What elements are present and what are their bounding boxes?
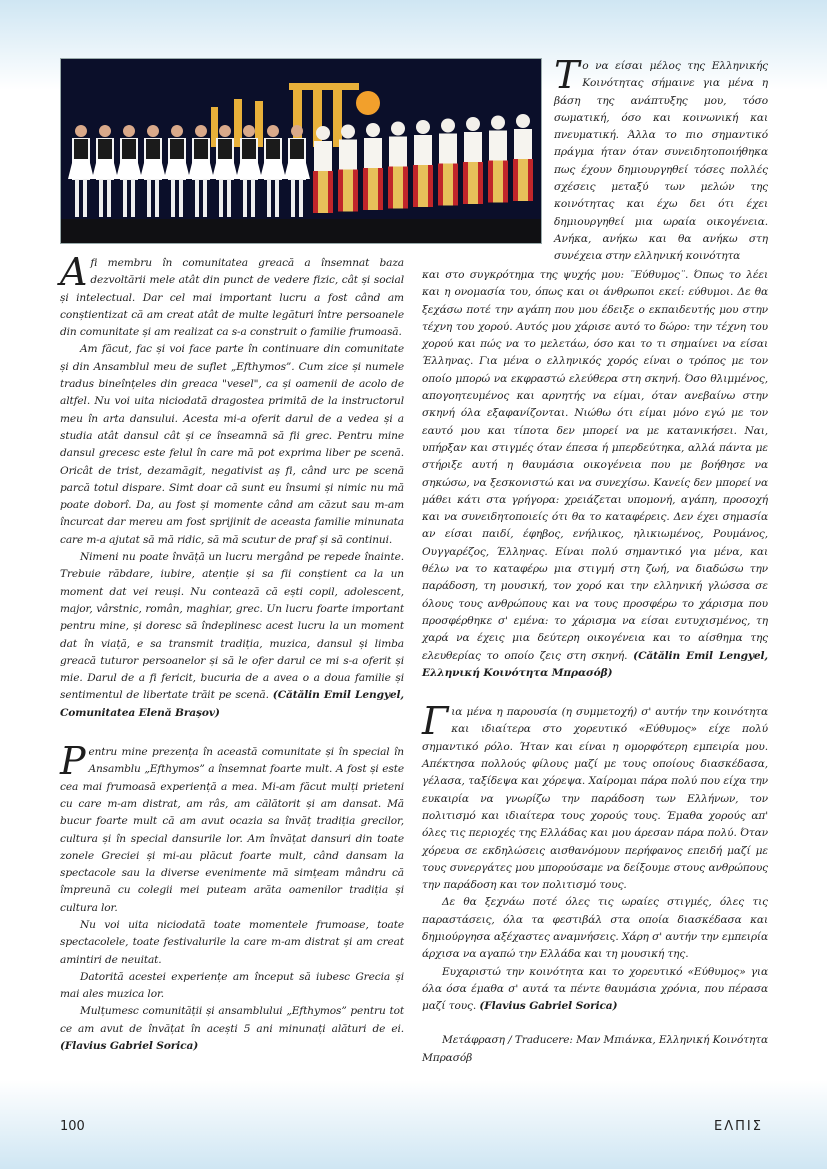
greek-paragraph-1-rest: [422, 267, 768, 682]
romanian-paragraph-1: [60, 250, 404, 341]
signature: (Flavius Gabriel Sorica): [479, 1000, 618, 1013]
romanian-paragraph-3-text: Nimeni nu poate învăță un lucru mergând pe repede înainte. Trebuie răbdare, iubire, atenție și sa fii conștient ca la un moment dat vei reuși. Nu contează că ești copil, adolescent, major, vârstnic, român, maghiar, grec. Un lucru foarte important pentru mine, și doresc să îndeplinesc acest lucru la un moment dat în viață, e sa transmit tradiția, muzica, dansul și limba greacă tuturor persoanelor și să le ofer darul ce mi s-a oferit și mie. Darul de a fi fericit, bucuria de a avea o a doua familie și sentimentul de libertate trăit pe scenă.: [60, 551, 404, 702]
greek-column-top: [554, 53, 768, 266]
translation-credit: Μετάφραση / Traducere: Μαν Μπιάνκα, Ελληνική Κοινότητα Μπρασόβ: [422, 1034, 768, 1064]
romanian-paragraph-7-text: Mulțumesc comunității și ansamblului „Efthymos” pentru tot ce am avut de învățat în acești 5 ani minunați alături de ei.: [60, 1005, 404, 1035]
greek-paragraph-4-text: Ευχαριστώ την κοινότητα και το χορευτικό «Εύθυμος» για όλα όσα έμαθα σ' αυτά τα πέντε θαυμάσια χρόνια, που πέρασα μαζί τους.: [422, 965, 768, 1013]
romanian-paragraph-3: [60, 549, 404, 722]
greek-paragraph-4: [422, 964, 768, 1016]
greek-paragraph-1-text: και στο συγκρότημα της ψυχής μου: ¨Εύθυμος¨. Όπως το λέει και η ονομασία του, όπως και οι άνθρωποι εκεί: εύθυμοι. Δε θα ξεχάσω ποτέ την αγάπη που μου έδειξε ο εκπαιδευτής μου στην τέχνη του χορού. Αυτός μου χάρισε αυτό το δώρο: την τέχνη του χορού και πώς να το μελετάω, όσο και το τι σημαίνει να είσαι Έλληνας. Για μένα ο ελληνικός χορός είναι ο τρόπος με τον οποίο μπορώ να εκφραστώ ελεύθερα στη σκηνή. Όσο θλιμμένος, απογοητευμένος και αρνητής να είμαι, όταν ανεβαίνω στην σκηνή όλα εξαφανίζονται. Νιώθω ότι είμαι μόνο εγώ με τον εαυτό μου και τίποτα δεν μπορεί να με κατανικήσει. Ναι, υπήρξαν και στιγμές όταν έπεσα ή μπερδεύτηκα, αλλά πάντα με στήριξε αυτή η θαυμάσια οικογένεια που με βοήθησε να σηκώσω, να ξεσκονιστώ και να συνεχίσω. Κανείς δεν μπορεί να μάθει κάτι στα γρήγορα: χρειάζεται υπομονή, αγάπη, προσοχή και να συνειδητοποιείς ότι θα το καταφέρεις. Δεν έχει σημασία αν είσαι παιδί, έφηβος, ενήλικος, ηλικιωμένος, Ρουμάνος, Ουγγαρέζος, Έλληνας. Είναι πολύ σημαντικό για μένα, και θέλω να το καταφέρω μια στιγμή στη ζωή, να διαδώσω την παράδοση, τη μουσική, τον χορό και την ελληνική γλώσσα σε όλους τους ανθρώπους και να τους προσφέρω το χάρισμα που προσφέρθηκε σ' εμένα: το χάρισμα να είσαι ευτυχισμένος, τη χαρά να έχεις μια δεύτερη οικογένεια και το αίσθημα της ελευθερίας το οποίο ζεις στη σκηνή.: [422, 269, 768, 662]
drop-cap: T: [554, 53, 580, 97]
drop-cap: P: [60, 739, 86, 784]
magazine-title: ΕΛΠΙΣ: [714, 1119, 763, 1134]
moon: [356, 91, 380, 115]
greek-paragraph-2-text: ια μένα η παρουσία (η συμμετοχή) σ' αυτήν την κοινότητα και ιδιαίτερα στο χορευτικό «Εύθυμος» είχε πολύ σημαντικό ρόλο. Ήταν και είναι η ομορφότερη εμπειρία μου. Απέκτησα πολλούς φίλους μαζί με τους οποίους διασκέδασα, γέλασα, ταξίδεψα και χόρεψα. Χαίρομαι πάρα πολύ που είχα την ευκαιρία να γνωρίζω την παράδοση των Ελλήνων, τον πολιτισμό και ιδιαίτερα τους χορούς τους. Έμαθα χορούς απ' όλες τις περιοχές της Ελλάδας και μου άρεσαν πάρα πολύ. Όταν χόρευα σε εκδηλώσεις αισθανόμουν περήφανος επειδή μαζί με τους συνεργάτες μου μπορούσαμε να δείξουμε στους ανθρώπους την παράδοση και τον πολιτισμό τους.: [422, 706, 768, 892]
romanian-paragraph-4-text: entru mine prezența în această comunitate și în special în Ansamblu „Efthymos” a însemnat foarte mult. A fost și este cea mai frumoasă experiență a mea. Mi-am făcut mulți prieteni cu care m-am distrat, am râs, am călătorit și am dansat. Mă bucur foarte mult că am avut ocazia sa învăț tradiția grecilor, cultura și în special dansurile lor. Am învățat dansuri din toate zonele Greciei și mi-au plăcut foarte mult, când dansam la spectacole sau la diverse evenimente mă simțeam mândru că împreună cu colegii mei puteam arăta oamenilor tradiția și cultura lor.: [60, 746, 404, 914]
signature: (Cătălin Emil Lengyel, Comunitatea Elenă Brașov): [60, 689, 404, 719]
dance-ensemble-illustration: [61, 59, 542, 244]
drop-cap: Γ: [422, 699, 449, 744]
greek-column: [422, 267, 768, 1067]
female-dancers: [313, 114, 533, 213]
romanian-paragraph-6: Datorită acestei experiențe am început să iubesc Grecia și mai ales muzica lor.: [60, 970, 404, 1001]
stage-floor: [61, 219, 542, 244]
romanian-paragraph-4: [60, 739, 404, 917]
signature: (Cătălin Emil Lengyel, Ελληνική Κοινότητα Μπρασόβ): [422, 649, 768, 679]
greek-paragraph-1-top: ο να είσαι μέλος της Ελληνικής Κοινότητας σήμαινε για μένα η βάση της ανάπτυξης μου, τόσο σωματική, όσο και κοινωνική και πνευματική. Άλλα το πιο σημαντικό πράγμα ήταν όταν συνειδητοποιήθηκα πως έχουν δημιουργηθεί τόσες πολλές σχέσεις μεταξύ των μελών της κοινότητας και έχω δει ότι έχει δημιουργηθεί μια ωραία οικογένεια. Ανήκα, ανήκω και θα ανήκω στη συνέχεια στην ελληνική κοινότητα: [554, 60, 768, 263]
signature: (Flavius Gabriel Sorica): [60, 1040, 199, 1053]
romanian-column: [60, 250, 404, 1055]
romanian-paragraph-5: Nu voi uita niciodată toate momentele frumoase, toate spectacolele, toate festivalurile la care m-am distrat și am creat amintiri de neuitat.: [60, 918, 404, 966]
greek-paragraph-2: [422, 699, 768, 894]
romanian-paragraph-2: Am făcut, fac și voi face parte în continuare din comunitate și din Ansamblul meu de suflet „Efthymos”. Cum zice și numele tradus bineînțeles din greaca "vesel", ca și oamenii de acolo de altfel. Nu voi uita niciodată dragostea primită de la instructorul meu în arta dansului. Acesta mi-a oferit darul de a vedea și a studia atât dansul cât și ce înseamnă să fii grec. Pentru mine dansul grecesc este felul în care mă pot exprima liber pe scenă. Oricât de trist, dezamăgit, negativist aș fi, când urc pe scenă parcă totul dispare. Simt doar că sunt eu însumi și nimic nu mă poate doborî. Da, au fost și momente când am căzut sau m-am încurcat dar mereu am fost sprijinit de aceasta familie minunata care m-a ajutat să mă ridic, să mă scutur de praf și să continui.: [60, 343, 404, 546]
page-number: 100: [60, 1119, 85, 1134]
dance-ensemble-photo: [60, 58, 542, 244]
drop-cap: A: [60, 250, 88, 294]
greek-paragraph-3: Δε θα ξεχνάω ποτέ όλες τις ωραίες στιγμές, όλες τις παραστάσεις, όλα τα φεστιβάλ στα οποία διασκέδασα και δημιούργησα αξέχαστες αναμνήσεις. Χάρη σ' αυτήν την εμπειρία άρχισα να αγαπώ την Ελλάδα και τη μουσική της.: [422, 896, 768, 961]
romanian-paragraph-7: [60, 1003, 404, 1055]
romanian-paragraph-1-text: fi membru în comunitatea greacă a însemnat baza dezvoltării mele atât din punct de vedere fizic, cât și social și intelectual. Dar cel mai important lucru a fost când am conștientizat că am creat atât de multe legături între persoanele din comunitate și am realizat ca s-a construit o familie frumoasă.: [60, 257, 404, 339]
